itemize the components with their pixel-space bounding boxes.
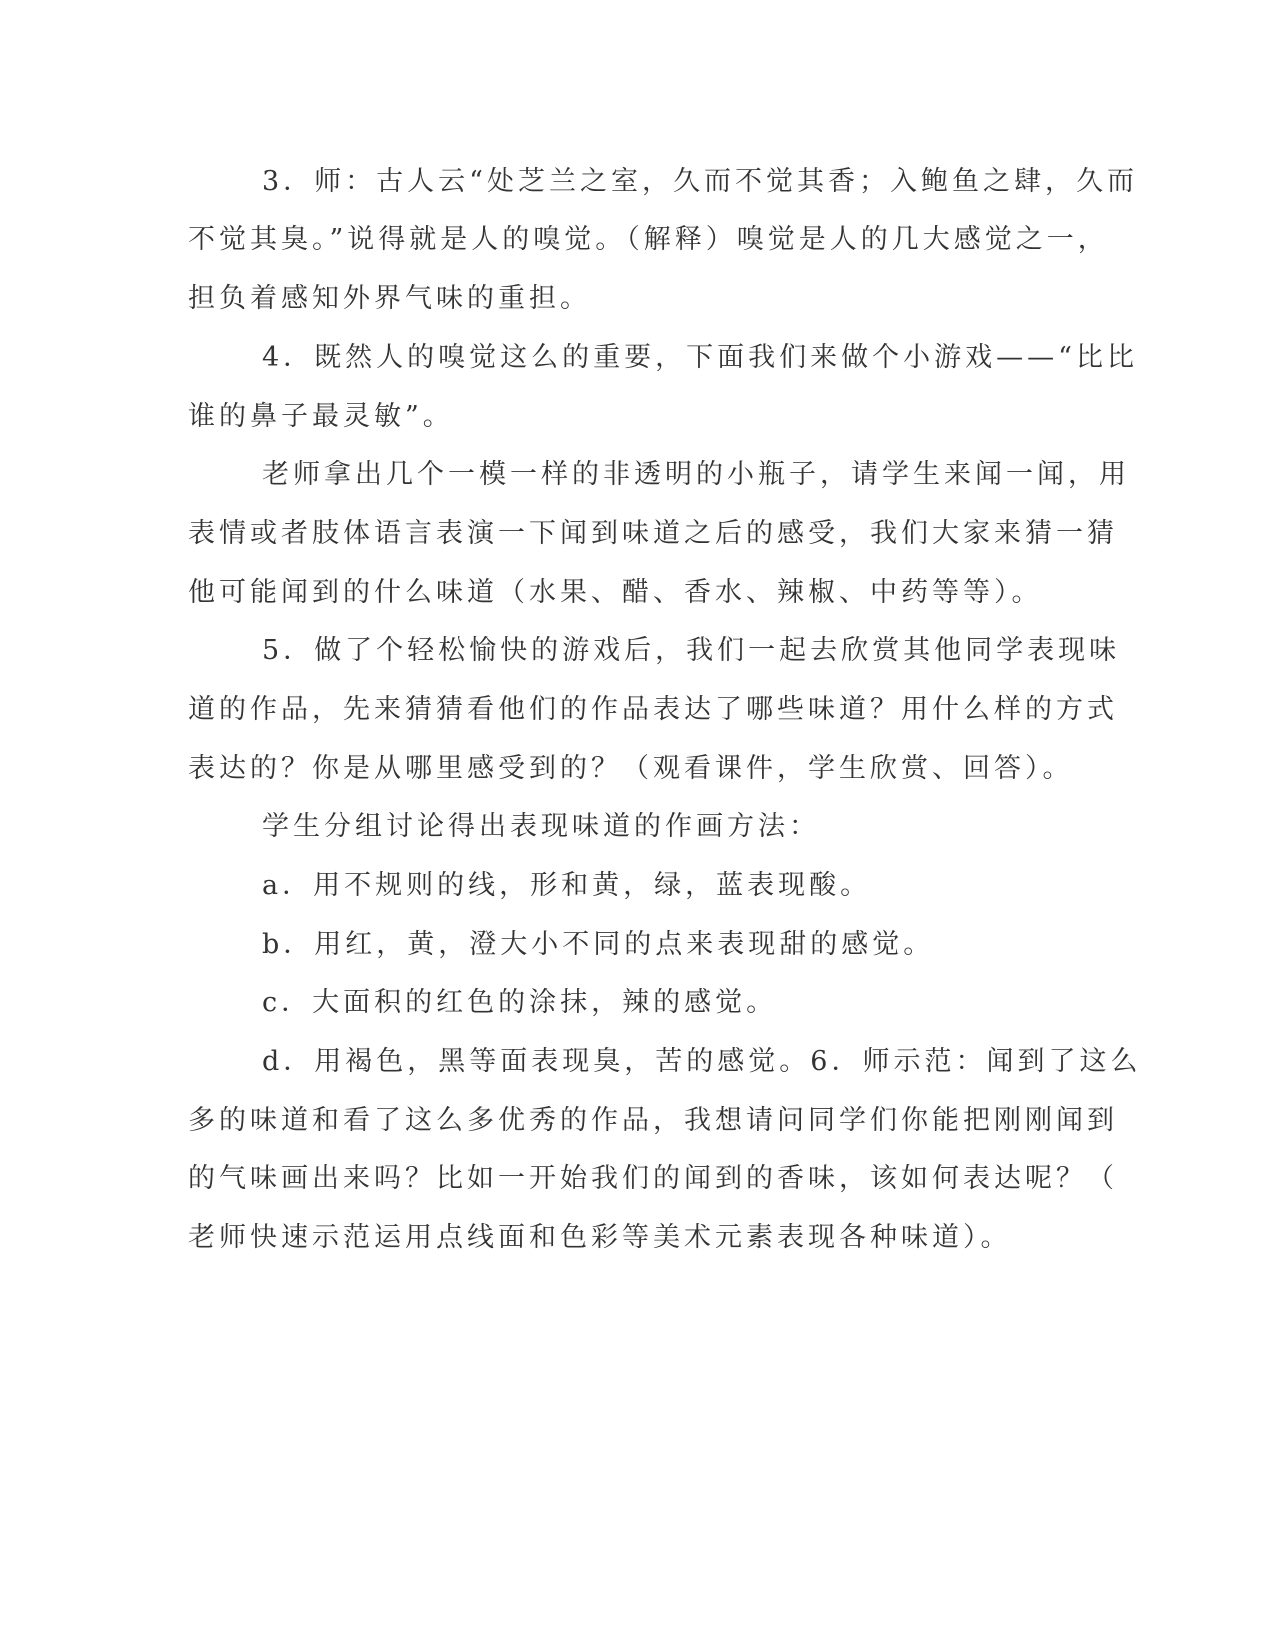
text-line: 4．既然人的嗅觉这么的重要，下面我们来做个小游戏——“比比 bbox=[262, 342, 1138, 373]
text-line: a．用不规则的线，形和黄，绿，蓝表现酸。 bbox=[262, 870, 872, 901]
text-line: 不觉其臭。”说得就是人的嗅觉。（解释）嗅觉是人的几大感觉之一， bbox=[188, 224, 1109, 255]
text-line: 3．师：古人云“处芝兰之室，久而不觉其香；入鲍鱼之肆，久而 bbox=[262, 166, 1138, 197]
text-line: 的气味画出来吗？比如一开始我们的闻到的香味，该如何表达呢？（ bbox=[188, 1163, 1118, 1194]
text-line: 道的作品，先来猜猜看他们的作品表达了哪些味道？用什么样的方式 bbox=[188, 694, 1118, 725]
text-line: b．用红，黄，澄大小不同的点来表现甜的感觉。 bbox=[262, 929, 935, 960]
text-line: 谁的鼻子最灵敏”。 bbox=[188, 401, 454, 432]
text-line: 担负着感知外界气味的重担。 bbox=[188, 283, 591, 314]
text-line: 他可能闻到的什么味道（水果、醋、香水、辣椒、中药等等）。 bbox=[188, 577, 1043, 608]
text-line: 表情或者肢体语言表演一下闻到味道之后的感受，我们大家来猜一猜 bbox=[188, 518, 1118, 549]
text-line: 老师快速示范运用点线面和色彩等美术元素表现各种味道）。 bbox=[188, 1222, 1012, 1253]
text-line: 老师拿出几个一模一样的非透明的小瓶子，请学生来闻一闻，用 bbox=[262, 459, 1130, 490]
text-line: 学生分组讨论得出表现味道的作画方法： bbox=[262, 811, 820, 842]
text-line: 多的味道和看了这么多优秀的作品，我想请问同学们你能把刚刚闻到 bbox=[188, 1105, 1118, 1136]
text-line: 5．做了个轻松愉快的游戏后，我们一起去欣赏其他同学表现味 bbox=[262, 635, 1121, 666]
text-line: d．用褐色，黑等面表现臭，苦的感觉。6．师示范：闻到了这么 bbox=[262, 1046, 1142, 1077]
text-line: 表达的？你是从哪里感受到的？（观看课件，学生欣赏、回答）。 bbox=[188, 753, 1074, 784]
text-line: c．大面积的红色的涂抹，辣的感觉。 bbox=[262, 987, 778, 1018]
